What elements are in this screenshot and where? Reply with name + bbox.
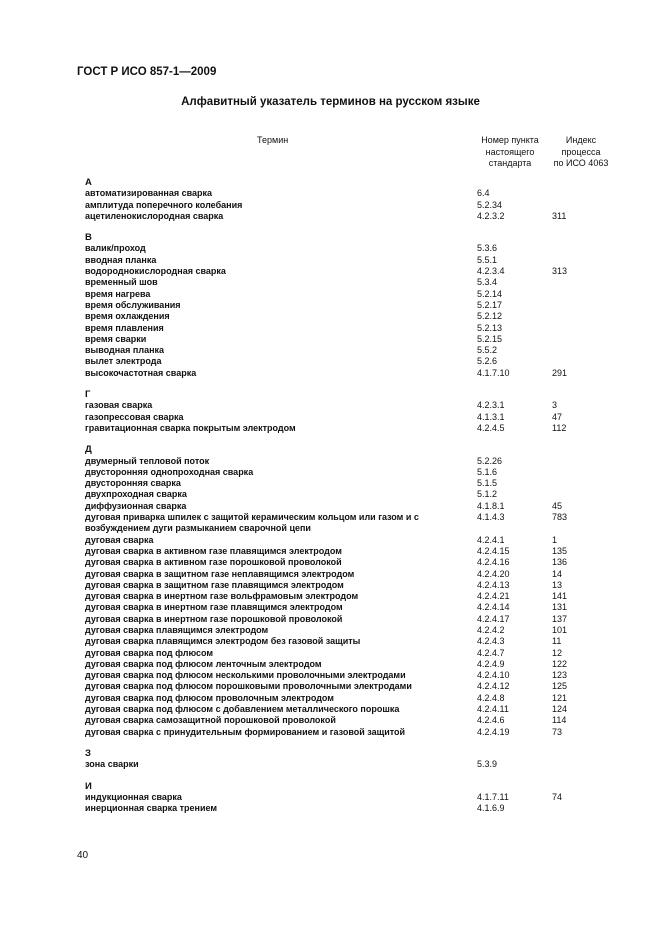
index-number: 5.1.6 [477,466,498,477]
index-number: 6.4 [477,188,490,199]
index-number: 4.2.4.5 [477,422,505,433]
index-row [85,412,630,423]
index-row [85,569,630,580]
index-number: 5.2.15 [477,333,503,344]
index-row [85,211,630,222]
index-term: дуговая сварка [85,534,154,545]
index-number: 4.2.4.16 [477,557,510,568]
index-row [85,356,630,367]
index-process: 141 [552,591,568,602]
index-number: 4.2.4.15 [477,545,510,556]
index-term: газовая сварка [85,400,153,411]
index-process: 291 [552,367,568,378]
index-term: дуговая сварка в инертном газе порошковой проволокой [85,613,343,624]
index-term: дуговая сварка под флюсом [85,647,214,658]
index-number: 4.2.4.3 [477,636,505,647]
index-term: двумерный тепловой поток [85,455,210,466]
index-term: дуговая сварка под флюсом несколькими проволочными электродами [85,670,406,681]
index-row [85,368,630,379]
index-row [85,266,630,277]
index-process: 114 [552,715,567,726]
index-term: дуговая сварка в защитном газе плавящимся электродом [85,579,344,590]
index-row [85,478,630,489]
index-number: 4.2.3.1 [477,400,505,411]
index-process: 137 [552,613,568,624]
index-row [85,715,630,726]
index-number: 4.2.4.14 [477,602,510,613]
index-row [85,300,630,311]
index-number: 4.2.4.20 [477,568,510,579]
index-number: 5.1.5 [477,478,498,489]
index-section [85,748,630,771]
index-row [85,727,630,738]
index-number: 5.2.17 [477,299,503,310]
index-row [85,614,630,625]
index-number: 5.2.26 [477,455,503,466]
index-term: выводная планка [85,345,165,356]
index-number: 4.1.7.10 [477,367,510,378]
index-row [85,289,630,300]
column-header-process-line: процесса [561,146,601,157]
index-number: 5.5.2 [477,345,498,356]
index-row [85,693,630,704]
index-term: дуговая сварка в инертном газе вольфрамовым электродом [85,591,359,602]
index-process: 124 [552,704,568,715]
index-process: 121 [552,692,568,703]
index-process: 11 [552,636,562,647]
index-process: 122 [552,658,568,669]
index-row [85,489,630,500]
index-term: гравитационная сварка покрытым электродом [85,422,296,433]
index-number: 4.2.4.2 [477,624,505,635]
index-section [85,232,630,379]
index-row [85,681,630,692]
index-row [85,792,630,803]
index-term: ацетиленокислородная сварка [85,210,224,221]
index-term: автоматизированная сварка [85,188,213,199]
index-row [85,546,630,557]
index-term: индукционная сварка [85,791,182,802]
index-term: газопрессовая сварка [85,411,184,422]
index-number: 5.5.1 [477,254,498,265]
index-row [85,400,630,411]
index-term: дуговая сварка самозащитной порошковой проволокой [85,715,336,726]
index-term: дуговая сварка плавящимся электродом без газовой защиты [85,636,361,647]
index-process: 123 [552,670,568,681]
index-row [85,188,630,199]
index-number: 5.2.34 [477,199,503,210]
index-process: 136 [552,557,568,568]
index-process: 45 [552,500,563,511]
index-term: время нагрева [85,288,151,299]
index-term: высокочастотная сварка [85,367,197,378]
index-row [85,277,630,288]
column-header-number-line: стандарта [488,158,532,168]
index-number: 4.2.4.12 [477,681,510,692]
index-term: время охлаждения [85,311,170,322]
index-row [85,591,630,602]
index-section [85,389,630,434]
index-process: 74 [552,791,563,802]
document-header: ГОСТ Р ИСО 857-1—2009 [77,66,217,78]
index-process: 101 [552,624,568,635]
index-process: 13 [552,579,563,590]
column-header-number [470,135,550,170]
index-number: 4.2.4.6 [477,715,505,726]
index-term: вводная планка [85,254,157,265]
index-term: дуговая сварка в активном газе порошковой проволокой [85,557,342,568]
index-process: 3 [552,400,558,411]
index-number: 4.1.6.9 [477,803,505,814]
index-process: 12 [552,647,563,658]
index-number: 4.2.4.21 [477,591,510,602]
index-row [85,670,630,681]
index-number: 5.2.12 [477,311,503,322]
index-row [85,200,630,211]
index-row [85,602,630,613]
index-term: двусторонняя сварка [85,478,181,489]
index-process: 783 [552,512,568,523]
index-row [85,803,630,814]
index-number: 4.2.4.17 [477,613,510,624]
section-letter: Д [85,444,92,456]
page-title: Алфавитный указатель терминов на русском языке [181,96,480,108]
index-section [85,444,630,738]
index-number: 5.2.6 [477,356,498,367]
index-section [85,781,630,815]
index-row [85,659,630,670]
index-term: зона сварки [85,759,139,770]
index-term: валик/проход [85,243,146,254]
index-term: время обслуживания [85,299,181,310]
column-header-number-line: настоящего [485,146,535,157]
index-term: двухпроходная сварка [85,489,187,500]
index-number: 4.2.4.1 [477,534,505,545]
index-row [85,243,630,254]
index-row [85,512,630,535]
index-row [85,501,630,512]
column-header-number-line: Номер пункта [481,135,539,145]
index-row [85,704,630,715]
index-number: 4.2.4.11 [477,704,509,715]
index-number: 4.2.3.4 [477,266,505,277]
section-letter: И [85,780,92,792]
column-header-term: Термин [257,135,289,145]
index-term: диффузионная сварка [85,500,187,511]
index-row [85,580,630,591]
column-header-process-line: Индекс [565,135,597,145]
index-row [85,759,630,770]
index-term: дуговая сварка под флюсом проволочным электродом [85,692,334,703]
section-letter: Г [85,389,91,401]
index-row [85,557,630,568]
index-number: 4.1.8.1 [477,500,505,511]
index-number: 4.2.4.7 [477,647,505,658]
index-term: дуговая сварка в активном газе плавящимся электродом [85,545,342,556]
index-term: временный шов [85,277,158,288]
index-row [85,648,630,659]
index-term: двусторонняя однопроходная сварка [85,466,254,477]
index-row [85,456,630,467]
page-number: 40 [77,850,89,861]
index-row [85,535,630,546]
column-header-process-line: по ИСО 4063 [553,158,609,168]
index-number: 5.3.9 [477,759,498,770]
index-row [85,467,630,478]
term-index [85,177,630,824]
index-row [85,323,630,334]
index-process: 1 [552,534,558,545]
index-section [85,177,630,222]
index-term: дуговая сварка под флюсом порошковыми проволочными электродами [85,681,412,692]
index-process: 125 [552,681,568,692]
index-process: 112 [552,422,567,433]
index-number: 4.2.4.19 [477,726,510,737]
index-number: 4.2.4.8 [477,692,505,703]
index-row [85,423,630,434]
index-row [85,345,630,356]
index-term: вылет электрода [85,356,162,367]
index-number: 5.2.13 [477,322,503,333]
index-process: 47 [552,411,563,422]
column-header-process [547,135,615,170]
index-number: 4.2.3.2 [477,210,505,221]
index-process: 313 [552,266,568,277]
section-letter: З [85,747,91,759]
index-term: время плавления [85,322,164,333]
index-term: дуговая сварка под флюсом с добавлением металлического порошка [85,704,400,715]
index-term: дуговая сварка в инертном газе плавящимся электродом [85,602,343,613]
index-process: 135 [552,545,568,556]
index-row [85,334,630,345]
index-row [85,625,630,636]
index-number: 4.2.4.13 [477,579,510,590]
index-process: 131 [552,602,568,613]
index-number: 4.2.4.10 [477,670,510,681]
index-process: 73 [552,726,563,737]
index-number: 5.3.4 [477,277,498,288]
index-term: водороднокислородная сварка [85,266,226,277]
index-number: 5.3.6 [477,243,498,254]
index-number: 5.1.2 [477,489,498,500]
index-term: дуговая сварка с принудительным формированием и газовой защитой [85,726,406,737]
index-process: 14 [552,568,563,579]
index-term: инерционная сварка трением [85,803,218,814]
section-letter: В [85,232,92,244]
index-number: 5.2.14 [477,288,503,299]
index-term: дуговая сварка под флюсом ленточным электродом [85,658,322,669]
index-term: дуговая приварка шпилек с защитой керамическим кольцом или газом и с возбуждением дуги размыканием сварочной цепи [85,512,419,534]
index-number: 4.1.3.1 [477,411,505,422]
index-row [85,255,630,266]
index-number: 4.1.4.3 [477,512,505,523]
index-process: 311 [552,210,567,221]
index-term: амплитуда поперечного колебания [85,199,243,210]
index-term: дуговая сварка в защитном газе неплавящимся электродом [85,568,355,579]
index-term: дуговая сварка плавящимся электродом [85,624,269,635]
section-letter: А [85,177,92,188]
index-term: время сварки [85,333,147,344]
index-row [85,636,630,647]
index-number: 4.2.4.9 [477,658,505,669]
index-number: 4.1.7.11 [477,791,509,802]
index-row [85,311,630,322]
